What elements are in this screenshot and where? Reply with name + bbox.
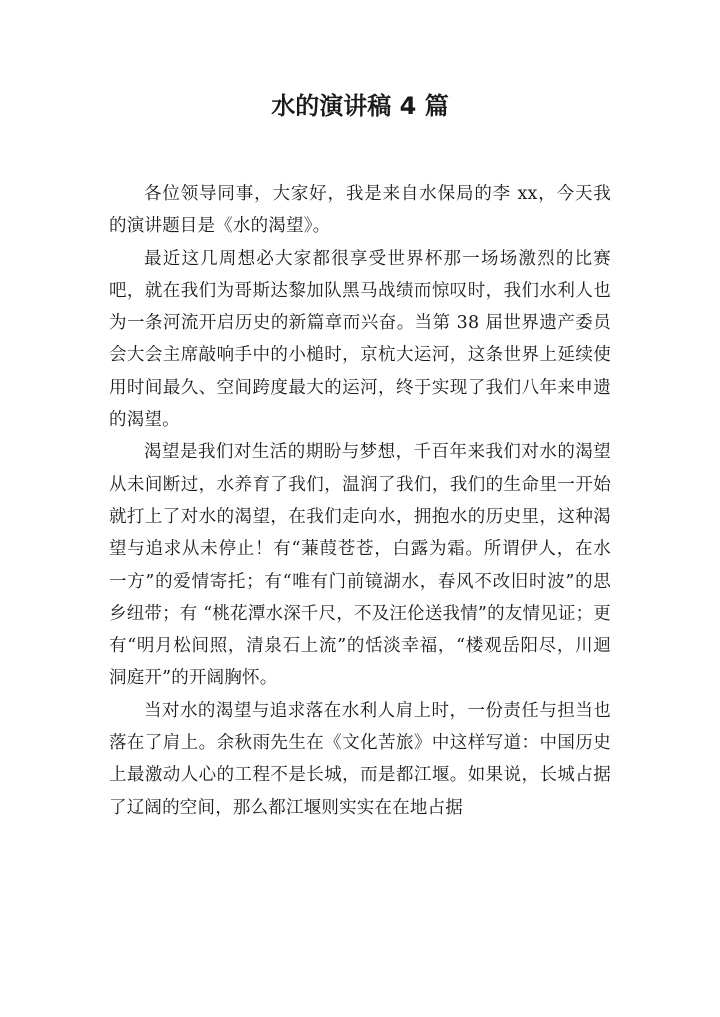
paragraph-3: 渴望是我们对生活的期盼与梦想，千百年来我们对水的渴望从未间断过，水养育了我们，温润了我们，我们的生命里一开始就打上了对水的渴望，在我们走向水，拥抱水的历史里，这种渴望与追求从未停止！有“蒹葭苍苍，白露为霜。所谓伊人，在水一方”的爱情寄托；有“唯有门前镜湖水，春风不改旧时波”的思乡纽带；有 “桃花潭水深千尺，不及汪伦送我情”的友情见证；更有“明月松间照，清泉石上流”的恬淡幸福，“楼观岳阳尽，川迴洞庭开”的开阔胸怀。 <box>109 442 611 689</box>
document-body <box>109 178 611 824</box>
document-title: 水的演讲稿 4 篇 <box>271 92 449 120</box>
paragraph-4: 当对水的渴望与追求落在水利人肩上时，一份责任与担当也落在了肩上。余秋雨先生在《文化苦旅》中这样写道：中国历史上最激动人心的工程不是长城，而是都江堰。如果说，长城占据了辽阔的空间，那么都江堰则实实在在地占据 <box>109 700 611 818</box>
paragraph-1: 各位领导同事，大家好，我是来自水保局的李 xx，今天我的演讲题目是《水的渴望》。 <box>109 184 611 237</box>
paragraph-2: 最近这几周想必大家都很享受世界杯那一场场激烈的比赛吧，就在我们为哥斯达黎加队黑马战绩而惊叹时，我们水利人也为一条河流开启历史的新篇章而兴奋。当第 38 届世界遗产委员会大会主席敲响手中的小槌时，京杭大运河，这条世界上延续使用时间最久、空间跨度最大的运河，终于实现了我们八年来申遗的渴望。 <box>109 248 611 431</box>
